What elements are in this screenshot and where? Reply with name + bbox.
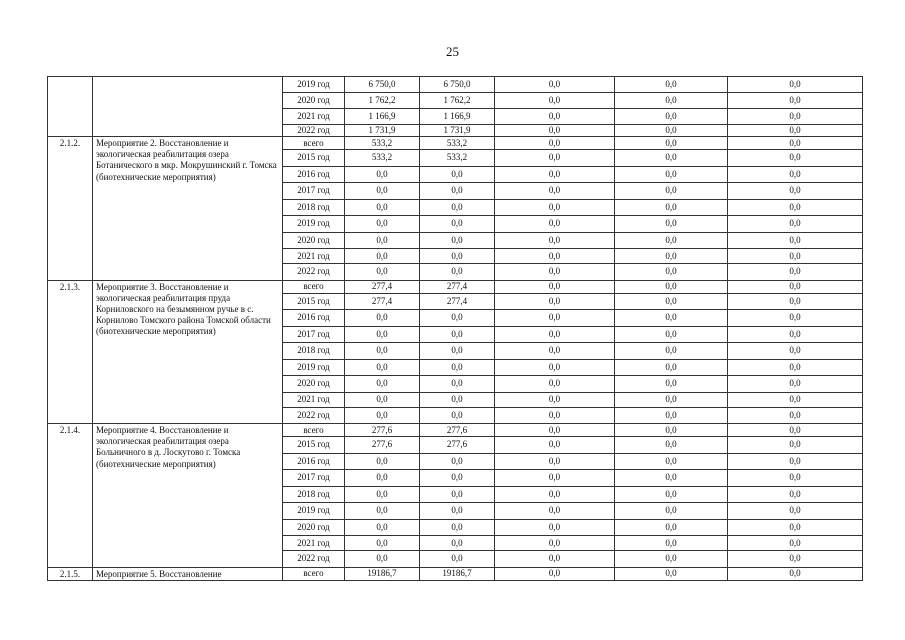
- year-cell: 2019 год: [283, 503, 345, 520]
- value-cell: 0,0: [728, 280, 863, 293]
- value-cell: 0,0: [615, 536, 728, 551]
- value-cell: 0,0: [615, 392, 728, 407]
- value-cell: 0,0: [420, 376, 495, 393]
- year-cell: всего: [283, 137, 345, 150]
- value-cell: 0,0: [615, 216, 728, 233]
- value-cell: 0,0: [495, 486, 615, 503]
- year-cell: 2022 год: [283, 264, 345, 281]
- year-cell: 2020 год: [283, 93, 345, 109]
- year-cell: 2022 год: [283, 407, 345, 424]
- value-cell: 0,0: [420, 392, 495, 407]
- value-cell: 0,0: [495, 567, 615, 580]
- value-cell: 0,0: [420, 232, 495, 249]
- year-cell: 2017 год: [283, 326, 345, 343]
- measure-description: Мероприятие 5. Восстановление: [93, 567, 283, 580]
- table-row: [48, 137, 863, 150]
- value-cell: 0,0: [420, 326, 495, 343]
- value-cell: 0,0: [345, 199, 420, 216]
- value-cell: 0,0: [728, 376, 863, 393]
- value-cell: 0,0: [345, 470, 420, 487]
- value-cell: 0,0: [728, 326, 863, 343]
- measure-code: 2.1.4.: [48, 424, 93, 568]
- value-cell: 1 731,9: [420, 125, 495, 137]
- value-cell: 0,0: [345, 264, 420, 281]
- value-cell: 0,0: [420, 470, 495, 487]
- value-cell: 0,0: [728, 166, 863, 183]
- year-cell: всего: [283, 280, 345, 293]
- value-cell: 0,0: [728, 359, 863, 376]
- value-cell: 0,0: [345, 519, 420, 536]
- code-cell-empty: [48, 77, 93, 137]
- value-cell: 0,0: [495, 232, 615, 249]
- value-cell: 0,0: [615, 567, 728, 580]
- value-cell: 0,0: [495, 166, 615, 183]
- value-cell: 0,0: [495, 280, 615, 293]
- value-cell: 0,0: [345, 536, 420, 551]
- value-cell: 0,0: [420, 343, 495, 360]
- year-cell: 2021 год: [283, 249, 345, 264]
- value-cell: 0,0: [728, 293, 863, 310]
- value-cell: 0,0: [345, 183, 420, 200]
- value-cell: 19186,7: [420, 567, 495, 580]
- value-cell: 0,0: [345, 216, 420, 233]
- measure-code: 2.1.2.: [48, 137, 93, 281]
- value-cell: 0,0: [495, 137, 615, 150]
- value-cell: 0,0: [495, 199, 615, 216]
- value-cell: 0,0: [345, 503, 420, 520]
- value-cell: 0,0: [420, 519, 495, 536]
- value-cell: 0,0: [420, 310, 495, 327]
- value-cell: 1 166,9: [420, 109, 495, 125]
- value-cell: 0,0: [615, 326, 728, 343]
- value-cell: 0,0: [495, 150, 615, 167]
- value-cell: 533,2: [345, 150, 420, 167]
- value-cell: 0,0: [615, 249, 728, 264]
- value-cell: 0,0: [495, 264, 615, 281]
- value-cell: 277,6: [345, 437, 420, 454]
- value-cell: 6 750,0: [345, 77, 420, 93]
- value-cell: 0,0: [728, 567, 863, 580]
- value-cell: 0,0: [495, 519, 615, 536]
- value-cell: 0,0: [728, 519, 863, 536]
- value-cell: 0,0: [495, 392, 615, 407]
- year-cell: 2019 год: [283, 216, 345, 233]
- value-cell: 1 762,2: [345, 93, 420, 109]
- table-body: [48, 77, 863, 581]
- value-cell: 0,0: [728, 536, 863, 551]
- year-cell: 2018 год: [283, 486, 345, 503]
- value-cell: 0,0: [728, 551, 863, 568]
- value-cell: 0,0: [495, 216, 615, 233]
- value-cell: 0,0: [615, 150, 728, 167]
- value-cell: 0,0: [615, 407, 728, 424]
- value-cell: 0,0: [420, 407, 495, 424]
- value-cell: 0,0: [495, 310, 615, 327]
- value-cell: 0,0: [345, 359, 420, 376]
- year-cell: 2020 год: [283, 519, 345, 536]
- value-cell: 0,0: [495, 470, 615, 487]
- value-cell: 0,0: [420, 453, 495, 470]
- value-cell: 533,2: [345, 137, 420, 150]
- value-cell: 533,2: [420, 150, 495, 167]
- value-cell: 0,0: [495, 453, 615, 470]
- value-cell: 0,0: [728, 183, 863, 200]
- value-cell: 0,0: [495, 343, 615, 360]
- value-cell: 0,0: [420, 503, 495, 520]
- value-cell: 0,0: [345, 232, 420, 249]
- year-cell: всего: [283, 424, 345, 437]
- value-cell: 0,0: [495, 125, 615, 137]
- value-cell: 0,0: [345, 249, 420, 264]
- year-cell: 2021 год: [283, 109, 345, 125]
- value-cell: 0,0: [345, 453, 420, 470]
- value-cell: 0,0: [615, 359, 728, 376]
- value-cell: 0,0: [495, 503, 615, 520]
- value-cell: 0,0: [495, 77, 615, 93]
- value-cell: 1 731,9: [345, 125, 420, 137]
- value-cell: 0,0: [615, 343, 728, 360]
- year-cell: 2019 год: [283, 77, 345, 93]
- year-cell: 2015 год: [283, 150, 345, 167]
- value-cell: 0,0: [615, 310, 728, 327]
- page-number: 25: [446, 44, 459, 59]
- value-cell: 0,0: [420, 249, 495, 264]
- value-cell: 277,4: [420, 280, 495, 293]
- measure-description: Мероприятие 2. Восстановление и экологическая реабилитация озера Ботанического в мкр. Мокрушинский г. Томска (биотехнические мероприятия): [93, 137, 283, 281]
- year-cell: 2021 год: [283, 536, 345, 551]
- value-cell: 0,0: [420, 199, 495, 216]
- value-cell: 0,0: [495, 183, 615, 200]
- value-cell: 0,0: [420, 486, 495, 503]
- measure-code: 2.1.5.: [48, 567, 93, 580]
- value-cell: 0,0: [728, 216, 863, 233]
- value-cell: 0,0: [728, 264, 863, 281]
- value-cell: 0,0: [728, 470, 863, 487]
- year-cell: 2015 год: [283, 293, 345, 310]
- value-cell: 0,0: [615, 486, 728, 503]
- value-cell: 0,0: [495, 109, 615, 125]
- value-cell: 0,0: [728, 453, 863, 470]
- value-cell: 0,0: [495, 293, 615, 310]
- description-cell-empty: [93, 77, 283, 137]
- value-cell: 6 750,0: [420, 77, 495, 93]
- value-cell: 0,0: [728, 199, 863, 216]
- value-cell: 0,0: [728, 249, 863, 264]
- value-cell: 0,0: [495, 359, 615, 376]
- value-cell: 0,0: [615, 166, 728, 183]
- value-cell: 0,0: [728, 77, 863, 93]
- value-cell: 0,0: [615, 232, 728, 249]
- value-cell: 0,0: [495, 536, 615, 551]
- year-cell: 2016 год: [283, 310, 345, 327]
- value-cell: 0,0: [728, 137, 863, 150]
- value-cell: 0,0: [495, 437, 615, 454]
- value-cell: 0,0: [615, 280, 728, 293]
- measure-code: 2.1.3.: [48, 280, 93, 424]
- value-cell: 0,0: [420, 264, 495, 281]
- year-cell: 2019 год: [283, 359, 345, 376]
- year-cell: 2021 год: [283, 392, 345, 407]
- value-cell: 1 762,2: [420, 93, 495, 109]
- value-cell: 0,0: [495, 326, 615, 343]
- value-cell: 0,0: [420, 166, 495, 183]
- value-cell: 0,0: [728, 407, 863, 424]
- value-cell: 0,0: [615, 137, 728, 150]
- value-cell: 0,0: [728, 109, 863, 125]
- value-cell: 0,0: [728, 310, 863, 327]
- year-cell: 2016 год: [283, 453, 345, 470]
- value-cell: 0,0: [615, 109, 728, 125]
- measure-description: Мероприятие 3. Восстановление и экологическая реабилитация пруда Корниловского на безымянном ручье в с. Корнилово Томского района Томской области (биотехнические мероприятия): [93, 280, 283, 424]
- value-cell: 533,2: [420, 137, 495, 150]
- value-cell: 0,0: [615, 183, 728, 200]
- year-cell: 2017 год: [283, 470, 345, 487]
- year-cell: 2020 год: [283, 376, 345, 393]
- value-cell: 0,0: [345, 326, 420, 343]
- value-cell: 0,0: [420, 183, 495, 200]
- value-cell: 0,0: [615, 424, 728, 437]
- value-cell: 0,0: [420, 359, 495, 376]
- value-cell: 0,0: [728, 503, 863, 520]
- value-cell: 0,0: [615, 77, 728, 93]
- value-cell: 0,0: [345, 551, 420, 568]
- value-cell: 0,0: [345, 392, 420, 407]
- value-cell: 0,0: [495, 551, 615, 568]
- value-cell: 277,4: [345, 293, 420, 310]
- value-cell: 0,0: [615, 125, 728, 137]
- value-cell: 0,0: [728, 392, 863, 407]
- year-cell: 2017 год: [283, 183, 345, 200]
- value-cell: 277,6: [345, 424, 420, 437]
- year-cell: всего: [283, 567, 345, 580]
- value-cell: 19186,7: [345, 567, 420, 580]
- value-cell: 0,0: [615, 376, 728, 393]
- value-cell: 0,0: [345, 343, 420, 360]
- value-cell: 0,0: [615, 293, 728, 310]
- value-cell: 0,0: [615, 470, 728, 487]
- year-cell: 2020 год: [283, 232, 345, 249]
- year-cell: 2022 год: [283, 125, 345, 137]
- year-cell: 2016 год: [283, 166, 345, 183]
- value-cell: 0,0: [420, 216, 495, 233]
- value-cell: 277,6: [420, 424, 495, 437]
- year-cell: 2015 год: [283, 437, 345, 454]
- value-cell: 0,0: [728, 343, 863, 360]
- value-cell: 0,0: [495, 376, 615, 393]
- table-row: [48, 424, 863, 437]
- value-cell: 0,0: [615, 551, 728, 568]
- table-row: [48, 280, 863, 293]
- value-cell: 0,0: [615, 199, 728, 216]
- year-cell: 2022 год: [283, 551, 345, 568]
- value-cell: 0,0: [615, 503, 728, 520]
- value-cell: 0,0: [728, 125, 863, 137]
- value-cell: 0,0: [420, 536, 495, 551]
- value-cell: 0,0: [345, 376, 420, 393]
- value-cell: 277,6: [420, 437, 495, 454]
- value-cell: 0,0: [345, 407, 420, 424]
- value-cell: 0,0: [345, 310, 420, 327]
- value-cell: 0,0: [615, 519, 728, 536]
- value-cell: 0,0: [345, 166, 420, 183]
- value-cell: 1 166,9: [345, 109, 420, 125]
- table-row: [48, 567, 863, 580]
- value-cell: 0,0: [615, 93, 728, 109]
- value-cell: 0,0: [728, 486, 863, 503]
- value-cell: 0,0: [495, 407, 615, 424]
- value-cell: 0,0: [495, 93, 615, 109]
- value-cell: 0,0: [615, 437, 728, 454]
- year-cell: 2018 год: [283, 199, 345, 216]
- value-cell: 0,0: [345, 486, 420, 503]
- value-cell: 0,0: [728, 232, 863, 249]
- value-cell: 0,0: [728, 150, 863, 167]
- value-cell: 0,0: [728, 437, 863, 454]
- measure-description: Мероприятие 4. Восстановление и экологическая реабилитация озера Больничного в д. Лоскутово г. Томска (биотехнические мероприятия): [93, 424, 283, 568]
- value-cell: 0,0: [728, 93, 863, 109]
- value-cell: 0,0: [615, 264, 728, 281]
- value-cell: 277,4: [420, 293, 495, 310]
- value-cell: 0,0: [495, 424, 615, 437]
- value-cell: 0,0: [615, 453, 728, 470]
- year-cell: 2018 год: [283, 343, 345, 360]
- value-cell: 0,0: [420, 551, 495, 568]
- value-cell: 0,0: [495, 249, 615, 264]
- table-row: [48, 77, 863, 93]
- value-cell: 0,0: [728, 424, 863, 437]
- budget-table: [47, 76, 863, 581]
- value-cell: 277,4: [345, 280, 420, 293]
